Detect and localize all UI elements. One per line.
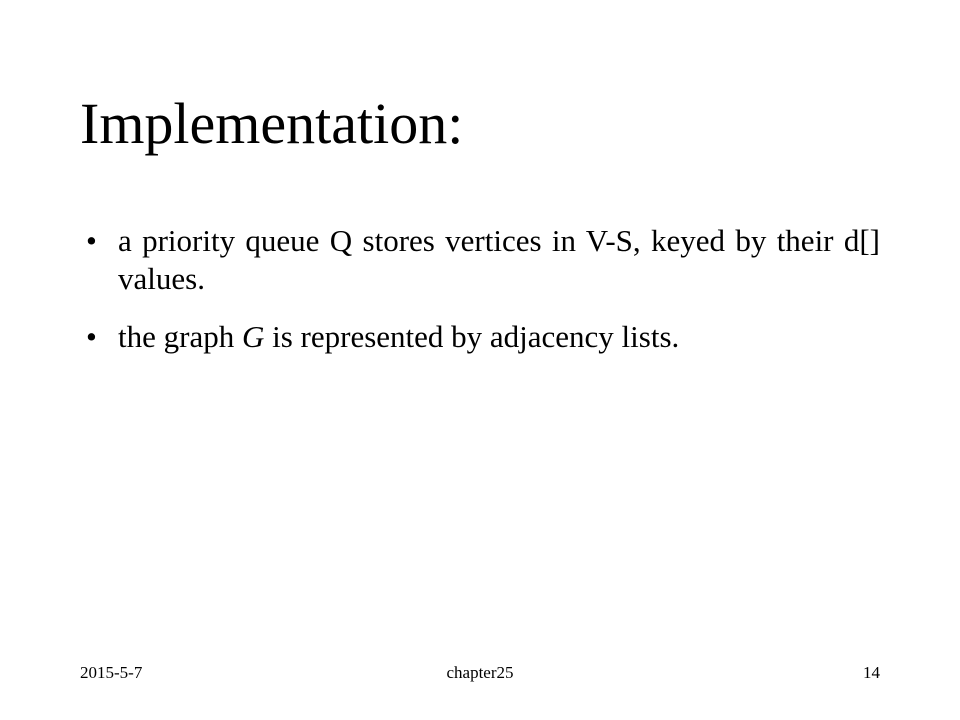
footer-page-number: 14 — [863, 663, 880, 682]
bullet-item — [80, 222, 880, 298]
bullet-text: a priority queue Q stores vertices in V-S, keyed by their d[] values. — [118, 223, 880, 296]
bullet-item — [80, 318, 880, 356]
bullet-text: is represented by adjacency lists. — [264, 319, 680, 354]
bullet-text-italic: G — [241, 319, 265, 354]
bullet-icon: • — [86, 223, 97, 258]
footer-chapter: chapter25 — [446, 663, 514, 682]
slide-title: Implementation: — [80, 91, 464, 156]
bullet-list — [80, 222, 880, 376]
bullet-text: the graph — [118, 319, 242, 354]
bullet-icon: • — [86, 319, 97, 354]
footer-date: 2015-5-7 — [80, 663, 143, 682]
